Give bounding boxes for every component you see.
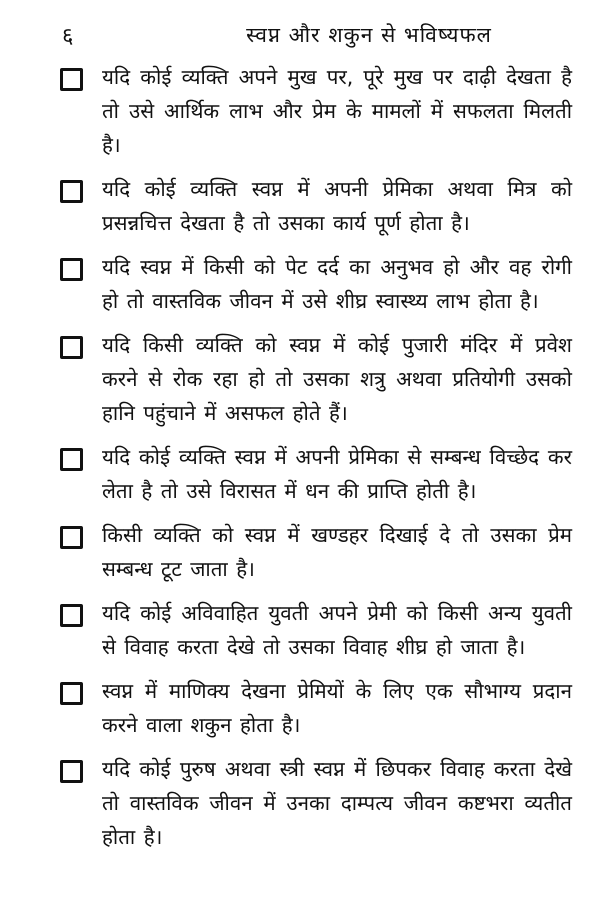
- checkbox-bullet-icon: [60, 682, 83, 705]
- list-item: [56, 440, 572, 508]
- list-item-text: यदि स्वप्न में किसी को पेट दर्द का अनुभव हो और वह रोगी हो तो वास्तविक जीवन में उसे शीघ्र स्वास्थ्य लाभ होता है।: [102, 255, 572, 313]
- list-item-text: यदि कोई पुरुष अथवा स्त्री स्वप्न में छिपकर विवाह करता देखे तो वास्तविक जीवन में उनका दाम्पत्य जीवन कष्टभरा व्यतीत होता है।: [102, 757, 572, 849]
- list-item-text: यदि कोई अविवाहित युवती अपने प्रेमी को किसी अन्य युवती से विवाह करता देखे तो उसका विवाह शीघ्र हो जाता है।: [102, 601, 572, 659]
- page-header: [56, 14, 572, 60]
- list-item: [56, 674, 572, 742]
- list-item: [56, 172, 572, 240]
- list-item-text: यदि कोई व्यक्ति अपने मुख पर, पूरे मुख पर दाढ़ी देखता है तो उसे आर्थिक लाभ और प्रेम के मामलों में सफलता मिलती है।: [102, 65, 572, 157]
- checkbox-bullet-icon: [60, 604, 83, 627]
- list-item: [56, 752, 572, 854]
- checkbox-bullet-icon: [60, 526, 83, 549]
- list-item-text: यदि कोई व्यक्ति स्वप्न में अपनी प्रेमिका से सम्बन्ध विच्छेद कर लेता है तो उसे विरासत में धन की प्राप्ति होती है।: [102, 445, 572, 503]
- checkbox-bullet-icon: [60, 448, 83, 471]
- page-number: ६: [62, 24, 74, 49]
- list-item: [56, 518, 572, 586]
- list-item-text: किसी व्यक्ति को स्वप्न में खण्डहर दिखाई दे तो उसका प्रेम सम्बन्ध टूट जाता है।: [102, 523, 572, 581]
- list-item: [56, 596, 572, 664]
- checkbox-bullet-icon: [60, 258, 83, 281]
- checkbox-bullet-icon: [60, 68, 83, 91]
- list-item: [56, 60, 572, 162]
- list-item-text: स्वप्न में माणिक्य देखना प्रेमियों के लिए एक सौभाग्य प्रदान करने वाला शकुन होता है।: [102, 679, 572, 737]
- running-title: स्वप्न और शकुन से भविष्यफल: [246, 23, 492, 47]
- checkbox-bullet-icon: [60, 180, 83, 203]
- list-item-text: यदि किसी व्यक्ति को स्वप्न में कोई पुजारी मंदिर में प्रवेश करने से रोक रहा हो तो उसका शत्रु अथवा प्रतियोगी उसको हानि पहुंचाने में असफल होते हैं।: [102, 333, 572, 425]
- list-item: [56, 328, 572, 430]
- checkbox-bullet-icon: [60, 760, 83, 783]
- list-item: [56, 250, 572, 318]
- list-item-text: यदि कोई व्यक्ति स्वप्न में अपनी प्रेमिका अथवा मित्र को प्रसन्नचित्त देखता है तो उसका कार्य पूर्ण होता है।: [102, 177, 572, 235]
- bullet-list: [56, 60, 572, 854]
- checkbox-bullet-icon: [60, 336, 83, 359]
